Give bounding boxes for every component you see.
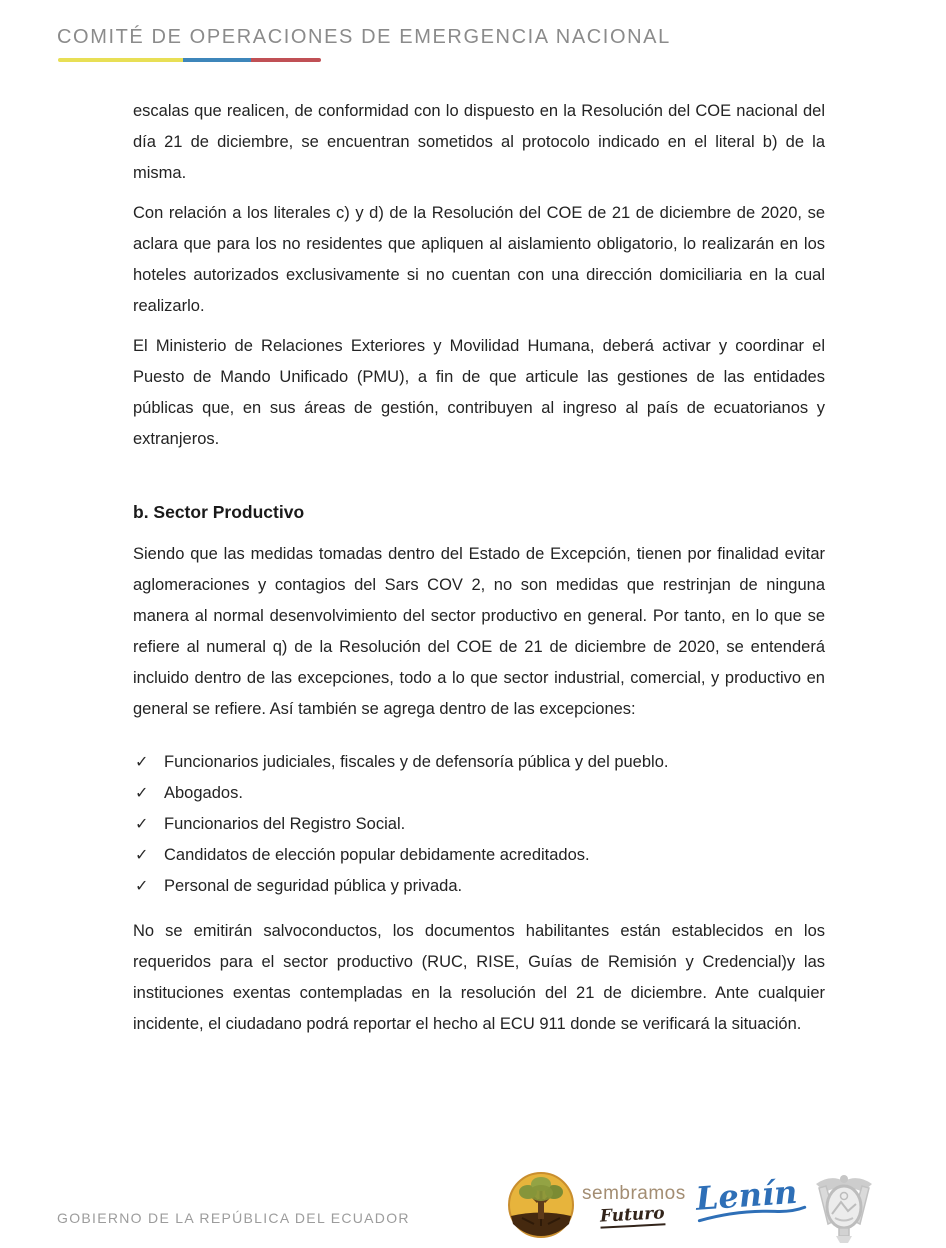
government-label: GOBIERNO DE LA REPÚBLICA DEL ECUADOR	[57, 1210, 410, 1226]
sembramos-wordmark-group	[582, 1184, 686, 1227]
check-icon: ✓	[135, 785, 149, 802]
checklist-item-label: Candidatos de elección popular debidamente acreditados.	[164, 846, 590, 864]
coe-header	[57, 26, 671, 62]
sembramos-wordmark: sembramos	[582, 1182, 686, 1204]
flag-red-segment	[251, 58, 321, 62]
tree-badge-icon	[508, 1172, 574, 1238]
checklist-item-label: Personal de seguridad pública y privada.	[164, 877, 463, 895]
checklist-item-label: Abogados.	[164, 784, 243, 802]
document-body	[133, 96, 825, 1049]
paragraph-escalas: escalas que realicen, de conformidad con lo dispuesto en la Resolución del COE nacional del día 21 de diciembre, se encuentran sometidos al protocolo indicado en el literal b) de la misma.	[133, 102, 825, 182]
ecuador-flag-divider	[58, 58, 321, 62]
checklist-item	[133, 778, 825, 809]
checklist-item	[133, 809, 825, 840]
check-icon: ✓	[135, 816, 149, 833]
coe-header-title: COMITÉ DE OPERACIONES DE EMERGENCIA NACIONAL	[57, 26, 671, 48]
flag-blue-segment	[183, 58, 251, 62]
lenin-wordmark: Lenín	[694, 1172, 799, 1218]
checklist-item	[133, 840, 825, 871]
checklist-item	[133, 747, 825, 778]
checklist-item	[133, 871, 825, 902]
paragraph-sector-intro: Siendo que las medidas tomadas dentro del Estado de Excepción, tienen por finalidad evitar aglomeraciones y contagios del Sars COV 2, no son medidas que restrinjan de ninguna manera al normal desenvolvimiento del sector productivo en general. Por tanto, en lo que se refiere al numeral q) de la Resolución del COE de 21 de diciembre de 2020, se entenderá incluido dentro de las excepciones, todo a lo que sector industrial, comercial, y productivo en general se refiere. Así también se agrega dentro de las excepciones:	[133, 545, 825, 718]
check-icon: ✓	[135, 878, 149, 895]
checklist-item-label: Funcionarios del Registro Social.	[164, 815, 406, 833]
footer-logos	[508, 1168, 888, 1246]
futuro-wordmark: Futuro	[599, 1202, 666, 1227]
sembramos-futuro-logo	[508, 1172, 686, 1238]
paragraph-literales: Con relación a los literales c) y d) de la Resolución del COE de 21 de diciembre de 2020, se aclara que para los no residentes que apliquen al aislamiento obligatorio, lo realizarán en los hoteles autorizados exclusivamente si no cuentan con una dirección domiciliaria en la cual realizarlo.	[133, 204, 825, 315]
paragraph-salvoconductos: No se emitirán salvoconductos, los documentos habilitantes están establecidos en los requeridos para el sector productivo (RUC, RISE, Guías de Remisión y Credencial)y las instituciones exentas contempladas en la resolución del 21 de diciembre. Ante cualquier incidente, el ciudadano podrá reportar el hecho al ECU 911 donde se verificará la situación.	[133, 922, 825, 1033]
exceptions-checklist	[133, 747, 825, 902]
paragraph-ministerio: El Ministerio de Relaciones Exteriores y Movilidad Humana, deberá activar y coordinar el Puesto de Mando Unificado (PMU), a fin de que articule las gestiones de las entidades públicas que, en sus áreas de gestión, contribuyen al ingreso al país de ecuatorianos y extranjeros.	[133, 337, 825, 448]
checklist-item-label: Funcionarios judiciales, fiscales y de defensoría pública y del pueblo.	[164, 753, 669, 771]
ecuador-coat-of-arms-icon	[808, 1170, 882, 1246]
section-heading-sector-productivo: b. Sector Productivo	[133, 502, 305, 522]
flag-yellow-segment	[58, 58, 183, 62]
check-icon: ✓	[135, 754, 149, 771]
lenin-signature-logo	[695, 1174, 808, 1224]
check-icon: ✓	[135, 847, 149, 864]
